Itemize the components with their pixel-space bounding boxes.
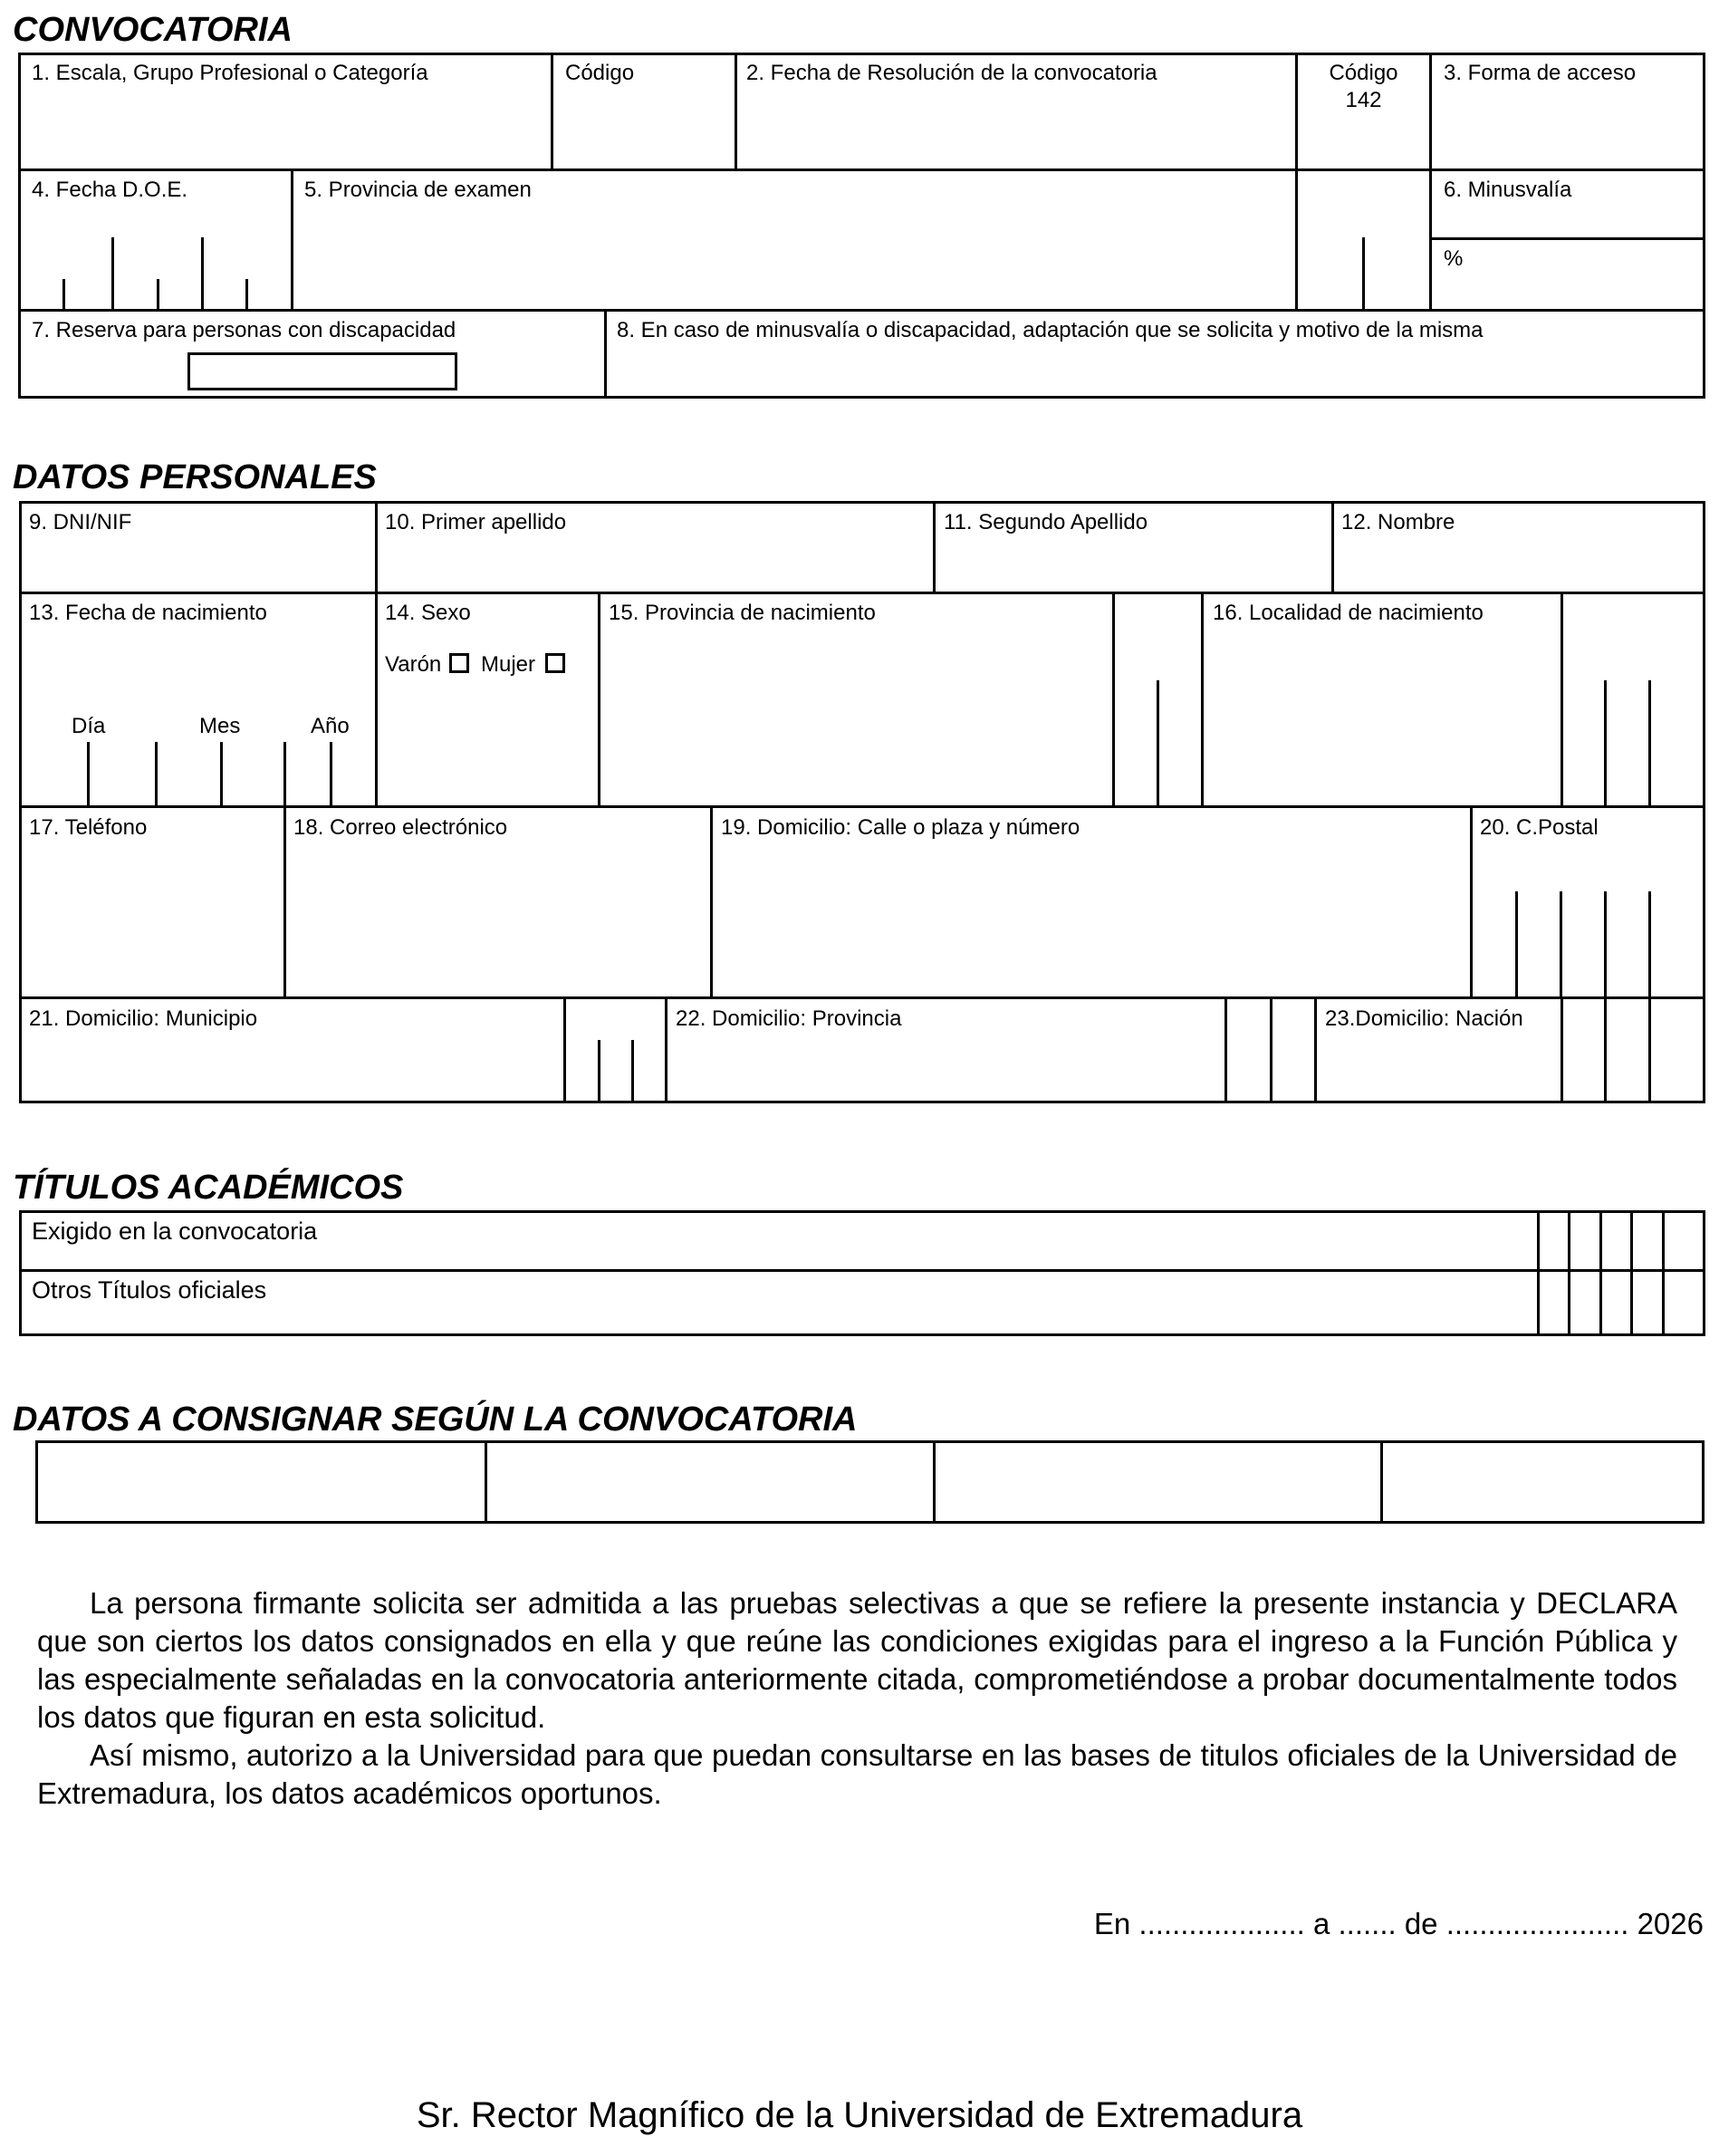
field-codigo2-label: Código	[1329, 61, 1398, 85]
field-forma-acceso-label: 3. Forma de acceso	[1444, 61, 1637, 85]
declaracion-parrafo-1: La persona firmante solicita ser admitida a las pruebas selectivas a que se refiere la presente instancia y DECLARA que son ciertos los datos consignados en ella y que reúne las condiciones exigidas para el ingreso a la Función Pública y las especialmente señaladas en la convocatoria anteriormente citada, comprometiéndose a probar documentalmente todos los datos que figuran en esta solicitud.	[37, 1586, 1677, 1734]
field-telefono-label: 17. Teléfono	[29, 815, 148, 840]
field-fecha-doe-label: 4. Fecha D.O.E.	[32, 178, 188, 202]
field-adaptacion-label: 8. En caso de minusvalía o discapacidad, adaptación que se solicita y motivo de la misma	[617, 318, 1484, 342]
field-nombre-label: 12. Nombre	[1341, 510, 1455, 534]
varon-label: Varón	[385, 652, 442, 677]
field-correo-label: 18. Correo electrónico	[293, 815, 508, 840]
field-codigo-postal-label: 20. C.Postal	[1480, 815, 1599, 840]
codigo-value: 142	[1345, 88, 1382, 112]
titulo-exigido-label: Exigido en la convocatoria	[32, 1218, 318, 1245]
section-title-datos-consignar: DATOS A CONSIGNAR SEGÚN LA CONVOCATORIA	[13, 1400, 858, 1439]
section-title-convocatoria: CONVOCATORIA	[13, 11, 293, 49]
section-title-titulos: TÍTULOS ACADÉMICOS	[13, 1169, 404, 1207]
titulo-otros-label: Otros Títulos oficiales	[32, 1276, 267, 1304]
declaracion-parrafo-2: Así mismo, autorizo a la Universidad para que puedan consultarse en las bases de titulos oficiales de la Universidad de Extremadura, los datos académicos oportunos.	[37, 1738, 1677, 1810]
mes-label: Mes	[199, 714, 241, 738]
field-escala-label: 1. Escala, Grupo Profesional o Categoría	[32, 61, 428, 85]
field-primer-apellido-label: 10. Primer apellido	[385, 510, 567, 534]
field-segundo-apellido-label: 11. Segundo Apellido	[944, 510, 1148, 534]
field-fecha-resolucion-label: 2. Fecha de Resolución de la convocatoria	[746, 61, 1157, 85]
field-fecha-nacimiento-label: 13. Fecha de nacimiento	[29, 601, 267, 625]
section-title-datos-personales: DATOS PERSONALES	[13, 458, 377, 496]
mujer-checkbox[interactable]	[545, 653, 565, 673]
field-codigo-label: Código	[565, 61, 635, 85]
percent-sign: %	[1444, 246, 1464, 271]
field-provincia-examen-label: 5. Provincia de examen	[304, 178, 532, 202]
anio-label: Año	[311, 714, 350, 738]
field-minusvalia-label: 6. Minusvalía	[1444, 178, 1572, 202]
field-nacion-label: 23.Domicilio: Nación	[1325, 1006, 1523, 1031]
declaracion-text	[37, 1584, 1677, 1813]
mujer-label: Mujer	[481, 652, 536, 677]
reserva-discapacidad-box[interactable]	[187, 352, 457, 390]
field-dni-label: 9. DNI/NIF	[29, 510, 132, 534]
field-domicilio-calle-label: 19. Domicilio: Calle o plaza y número	[721, 815, 1080, 840]
dia-label: Día	[72, 714, 106, 738]
destinatario: Sr. Rector Magnífico de la Universidad de Extremadura	[416, 2095, 1303, 2135]
field-sexo-label: 14. Sexo	[385, 601, 471, 625]
field-municipio-label: 21. Domicilio: Municipio	[29, 1006, 258, 1031]
varon-checkbox[interactable]	[449, 653, 469, 673]
field-reserva-label: 7. Reserva para personas con discapacidad	[32, 318, 456, 342]
field-provincia-nacimiento-label: 15. Provincia de nacimiento	[609, 601, 876, 625]
fecha-lugar-linea: En .................... a ....... de ...................... 2026	[1093, 1907, 1704, 1940]
field-localidad-nacimiento-label: 16. Localidad de nacimiento	[1213, 601, 1484, 625]
field-domicilio-provincia-label: 22. Domicilio: Provincia	[676, 1006, 902, 1031]
